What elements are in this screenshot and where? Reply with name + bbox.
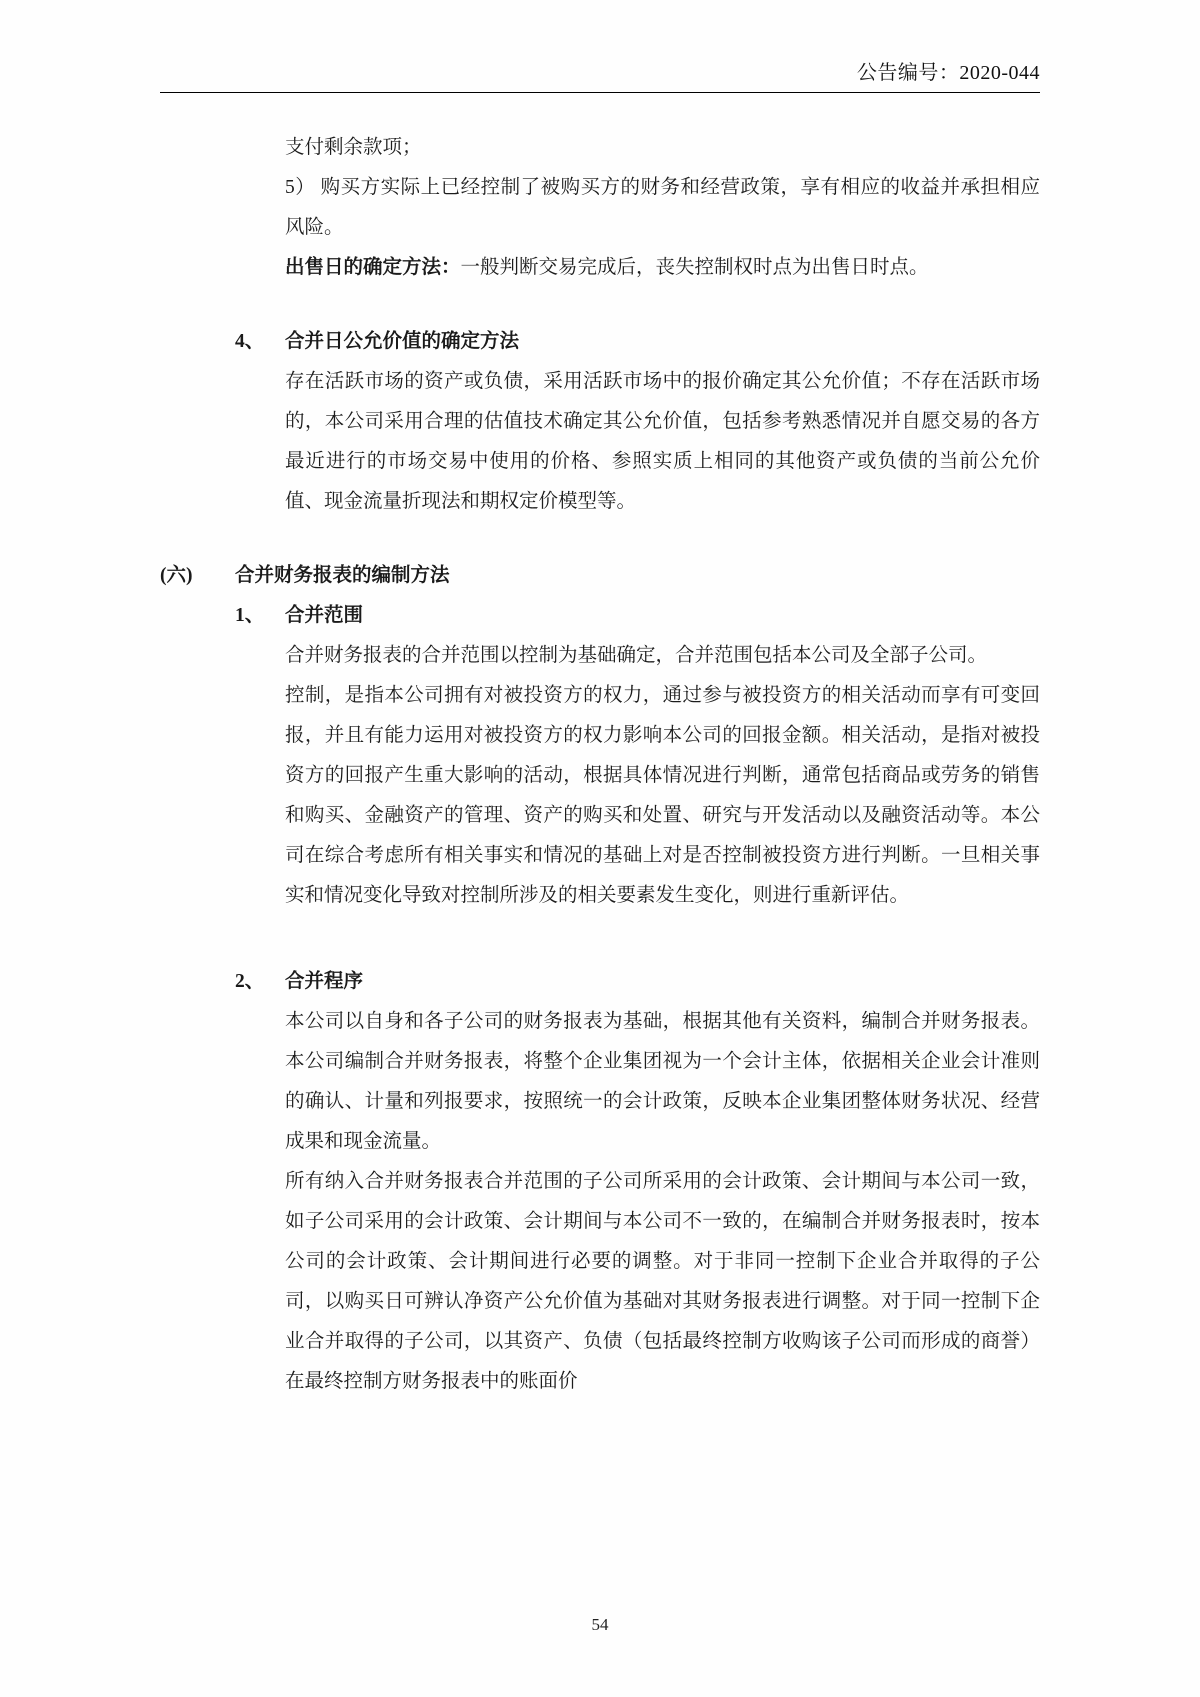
announcement-number: 公告编号：2020-044 [856, 62, 1040, 84]
page-content [160, 128, 1040, 1402]
paragraph-section-4-body: 存在活跃市场的资产或负债，采用活跃市场中的报价确定其公允价值；不存在活跃市场的，本公司采用合理的估值技术确定其公允价值，包括参考熟悉情况并自愿交易的各方最近进行的市场交易中使用的价格、参照实质上相同的其他资产或负债的当前公允价值、现金流量折现法和期权定价模型等。 [285, 371, 1040, 512]
section-6-number: (六) [160, 565, 193, 586]
sale-date-label: 出售日的确定方法： [285, 257, 461, 278]
section-6-1-title: 合并范围 [285, 605, 364, 626]
page-header [160, 56, 1040, 85]
section-4-title: 合并日公允价值的确定方法 [285, 331, 520, 352]
paragraph-scope-2: 控制，是指本公司拥有对被投资方的权力，通过参与被投资方的相关活动而享有可变回报，并且有能力运用对被投资方的权力影响本公司的回报金额。相关活动，是指对被投资方的回报产生重大影响的活动，根据具体情况进行判断，通常包括商品或劳务的销售和购买、金融资产的管理、资产的购买和处置、研究与开发活动以及融资活动等。本公司在综合考虑所有相关事实和情况的基础上对是否控制被投资方进行判断。一旦相关事实和情况变化导致对控制所涉及的相关要素发生变化，则进行重新评估。 [285, 685, 1040, 906]
paragraph-item-5: 5） 购买方实际上已经控制了被购买方的财务和经营政策，享有相应的收益并承担相应风险。 [285, 177, 1040, 238]
section-heading-6-2 [160, 962, 1040, 1002]
section-6-2-title: 合并程序 [285, 971, 364, 992]
section-heading-4 [160, 322, 1040, 362]
paragraph-procedure-2: 所有纳入合并财务报表合并范围的子公司所采用的会计政策、会计期间与本公司一致，如子公司采用的会计政策、会计期间与本公司不一致的，在编制合并财务报表时，按本公司的会计政策、会计期间进行必要的调整。对于非同一控制下企业合并取得的子公司，以购买日可辨认净资产公允价值为基础对其财务报表进行调整。对于同一控制下企业合并取得的子公司，以其资产、负债（包括最终控制方收购该子公司而形成的商誉）在最终控制方财务报表中的账面价 [285, 1171, 1040, 1392]
page-footer [0, 1615, 1200, 1635]
header-divider [160, 92, 1040, 93]
paragraph-remaining-payment: 支付剩余款项； [285, 137, 422, 158]
section-heading-6-1 [160, 596, 1040, 636]
sale-date-text: 一般判断交易完成后，丧失控制权时点为出售日时点。 [460, 257, 929, 278]
paragraph-procedure-1: 本公司以自身和各子公司的财务报表为基础，根据其他有关资料，编制合并财务报表。本公司编制合并财务报表，将整个企业集团视为一个会计主体，依据相关企业会计准则的确认、计量和列报要求，按照统一的会计政策，反映本企业集团整体财务状况、经营成果和现金流量。 [285, 1011, 1040, 1152]
section-4-number: 4、 [235, 331, 265, 352]
section-heading-6 [160, 556, 1040, 596]
paragraph-scope-1: 合并财务报表的合并范围以控制为基础确定，合并范围包括本公司及全部子公司。 [285, 645, 988, 666]
section-6-title: 合并财务报表的编制方法 [235, 565, 450, 586]
section-6-1-number: 1、 [235, 605, 265, 626]
section-6-2-number: 2、 [235, 971, 265, 992]
paragraph-sale-date [285, 248, 1040, 288]
page-number: 54 [591, 1615, 609, 1634]
